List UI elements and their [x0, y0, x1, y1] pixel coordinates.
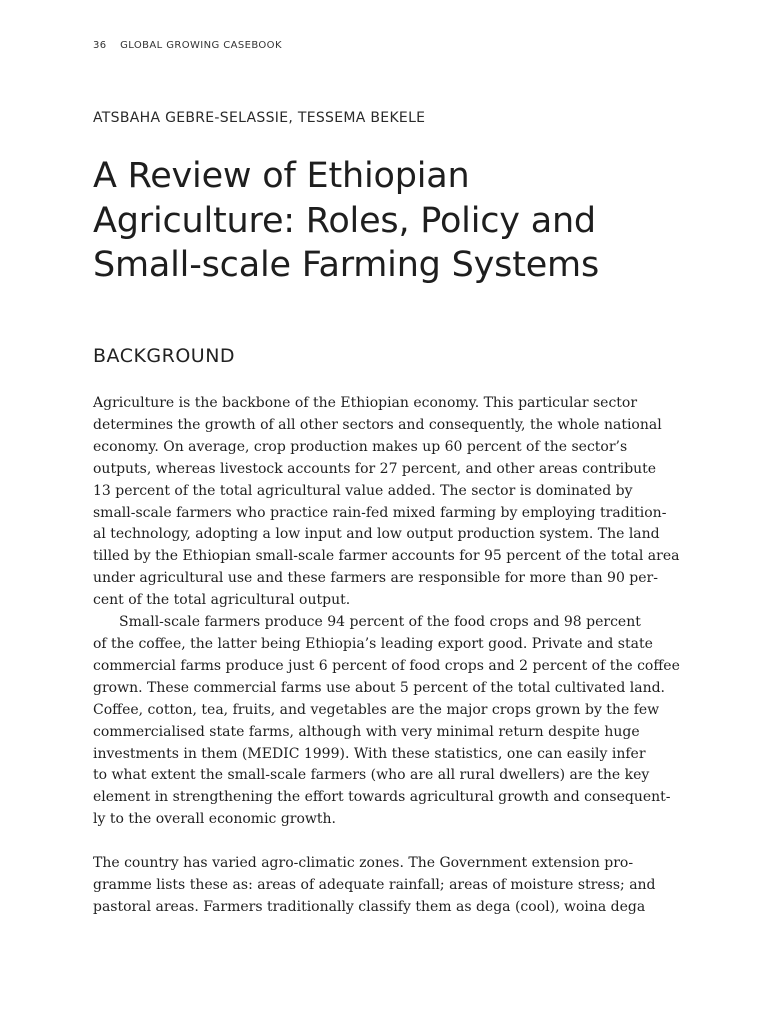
paragraph-2 — [93, 612, 680, 831]
text-line: small-scale farmers who practice rain-fed mixed farming by employing tradition- — [93, 504, 667, 521]
text-line: commercialised state farms, although with very minimal return despite huge — [93, 723, 640, 740]
article-title — [93, 154, 713, 288]
text-line: of the coffee, the latter being Ethiopia’s leading export good. Private and state — [93, 635, 653, 652]
text-line: Small-scale farmers produce 94 percent of the food crops and 98 percent — [119, 614, 641, 631]
paragraph-3 — [93, 853, 668, 919]
text-line: economy. On average, crop production makes up 60 percent of the sector’s — [93, 438, 628, 455]
section-heading: BACKGROUND — [93, 345, 236, 367]
text-line: outputs, whereas livestock accounts for 27 percent, and other areas contribute — [93, 460, 657, 477]
text-line: under agricultural use and these farmers are responsible for more than 90 per- — [93, 570, 658, 587]
text-line: investments in them (MEDIC 1999). With these statistics, one can easily infer — [93, 745, 646, 762]
title-line: Small-scale Farming Systems — [93, 245, 599, 285]
text-line: 13 percent of the total agricultural value added. The sector is dominated by — [93, 482, 633, 499]
title-line: Agriculture: Roles, Policy and — [93, 200, 596, 241]
page-number: 36 — [93, 40, 107, 51]
text-line: pastoral areas. Farmers traditionally classify them as dega (cool), woina dega — [93, 898, 646, 915]
text-line: al technology, adopting a low input and low output production system. The land — [93, 526, 660, 543]
running-head — [93, 40, 282, 51]
text-line: Agriculture is the backbone of the Ethiopian economy. This particular sector — [93, 395, 638, 411]
text-line: grown. These commercial farms use about 5 percent of the total cultivated land. — [93, 679, 666, 696]
title-line: A Review of Ethiopian — [93, 156, 470, 196]
text-line: to what extent the small-scale farmers (who are all rural dwellers) are the key — [93, 767, 650, 784]
article-authors: ATSBAHA GEBRE-SELASSIE, TESSEMA BEKELE — [93, 110, 426, 126]
text-line: gramme lists these as: areas of adequate rainfall; areas of moisture stress; and — [93, 876, 656, 893]
text-line: Coffee, cotton, tea, fruits, and vegetables are the major crops grown by the few — [93, 701, 660, 718]
text-line: cent of the total agricultural output. — [93, 592, 351, 609]
text-line: commercial farms produce just 6 percent of food crops and 2 percent of the coffee — [93, 657, 680, 674]
text-line: element in strengthening the effort towards agricultural growth and consequent- — [93, 789, 671, 806]
paragraph-1 — [93, 393, 680, 612]
text-line: tilled by the Ethiopian small-scale farmer accounts for 95 percent of the total area — [93, 548, 680, 565]
paragraph-gap — [93, 831, 668, 853]
body-text — [93, 393, 680, 919]
text-line: The country has varied agro-climatic zones. The Government extension pro- — [93, 855, 634, 872]
text-line: ly to the overall economic growth. — [93, 811, 336, 828]
book-title: GLOBAL GROWING CASEBOOK — [120, 40, 282, 51]
text-line: determines the growth of all other sectors and consequently, the whole national — [93, 416, 662, 433]
